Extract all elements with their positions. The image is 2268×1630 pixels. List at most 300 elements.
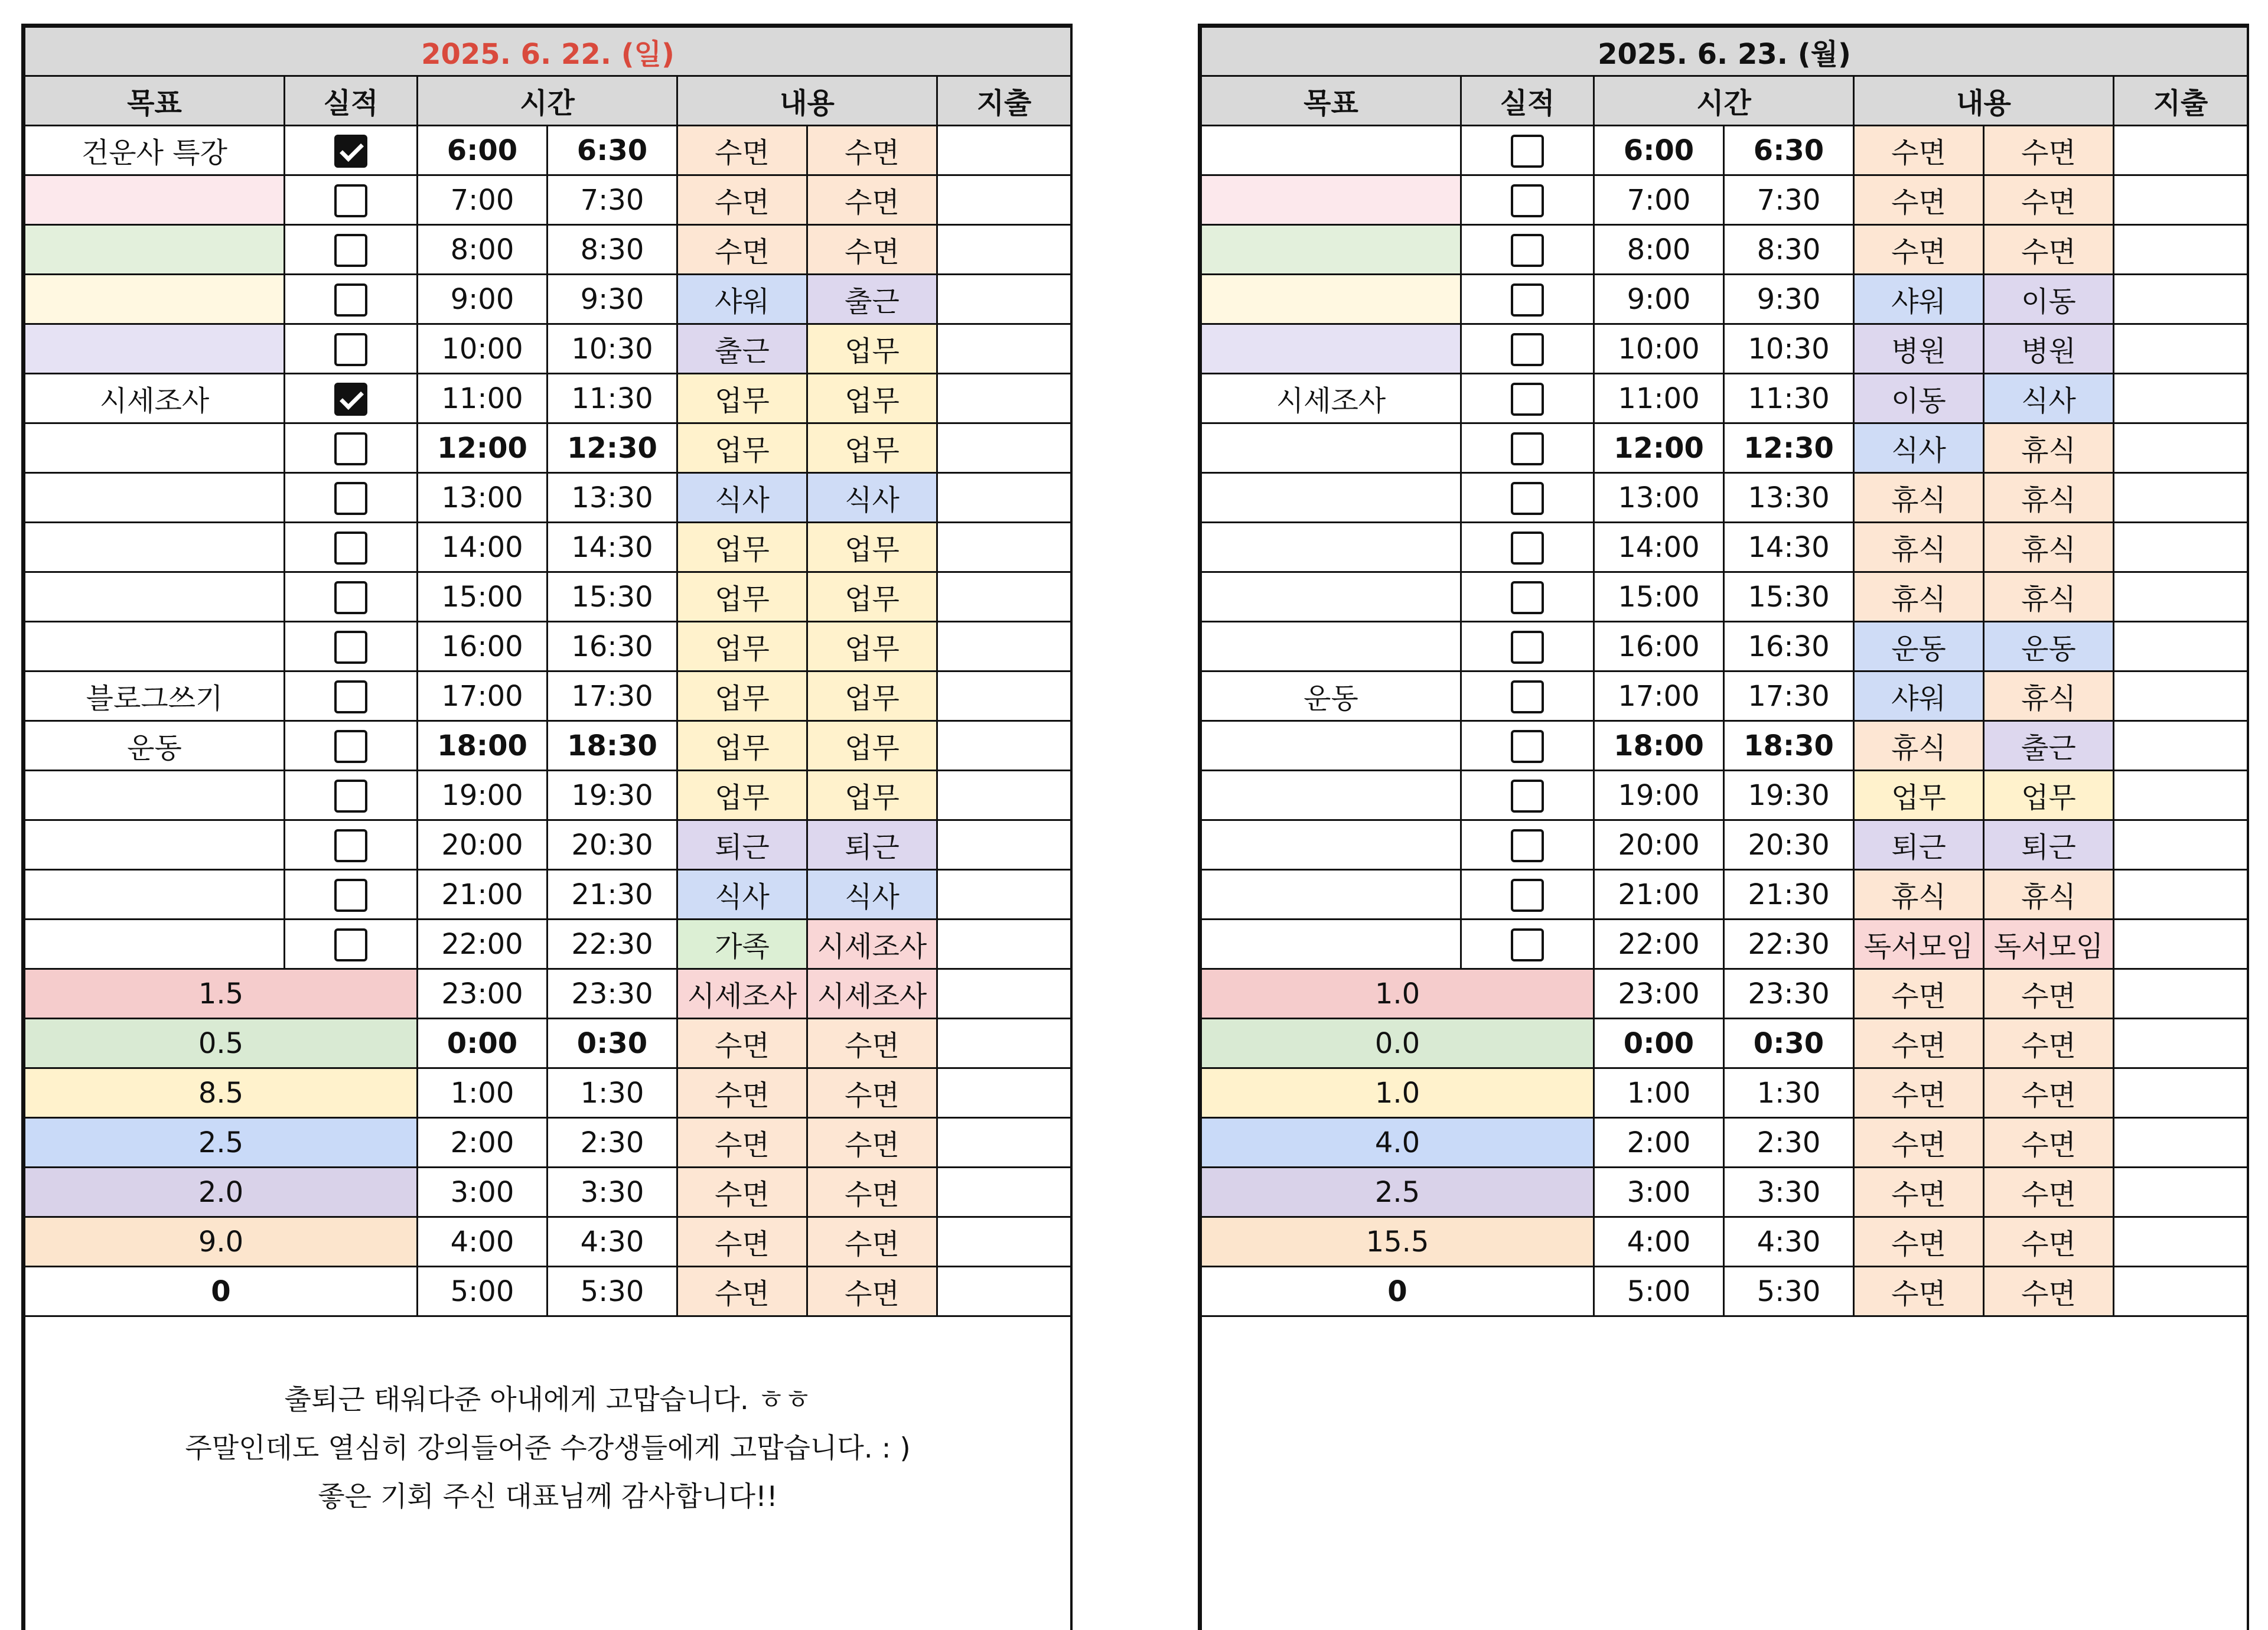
time-cell: 18:30	[1724, 721, 1854, 771]
goal-cell[interactable]: 운동	[25, 721, 285, 771]
unchecked-checkbox[interactable]	[1511, 234, 1544, 267]
unchecked-checkbox[interactable]	[334, 234, 367, 267]
activity-cell[interactable]: 시세조사	[807, 969, 937, 1019]
schedule-row	[1201, 175, 2248, 225]
activity-cell[interactable]: 수면	[1984, 1019, 2114, 1068]
activity-cell[interactable]: 수면	[1984, 1118, 2114, 1168]
goal-cell[interactable]	[25, 523, 285, 572]
content-header: 내용	[1854, 76, 2114, 126]
achievement-cell	[285, 870, 418, 920]
activity-cell[interactable]: 업무	[807, 423, 937, 473]
activity-cell[interactable]: 업무	[807, 721, 937, 771]
activity-cell[interactable]: 수면	[807, 1118, 937, 1168]
activity-cell[interactable]: 휴식	[1984, 870, 2114, 920]
goal-cell[interactable]: 시세조사	[1201, 374, 1461, 423]
goal-cell[interactable]	[25, 572, 285, 622]
activity-cell[interactable]: 출근	[807, 275, 937, 324]
time-cell: 0:00	[1594, 1019, 1724, 1068]
goal-cell[interactable]	[25, 622, 285, 671]
unchecked-checkbox[interactable]	[334, 928, 367, 961]
time-cell: 14:00	[1594, 523, 1724, 572]
activity-cell[interactable]: 휴식	[1854, 721, 1984, 771]
expense-cell[interactable]	[937, 572, 1071, 622]
time-cell: 12:00	[418, 423, 548, 473]
activity-cell[interactable]: 수면	[1854, 1267, 1984, 1316]
expense-cell[interactable]	[2114, 523, 2248, 572]
goal-cell[interactable]	[1201, 920, 1461, 969]
activity-cell[interactable]: 수면	[677, 1217, 807, 1267]
time-cell: 15:30	[1724, 572, 1854, 622]
schedule-row	[1201, 275, 2248, 324]
achievement-cell	[285, 820, 418, 870]
activity-cell[interactable]: 운동	[1984, 622, 2114, 671]
time-cell: 19:30	[548, 771, 677, 820]
goal-cell[interactable]	[1201, 473, 1461, 523]
activity-cell[interactable]: 수면	[1854, 1019, 1984, 1068]
goal-cell[interactable]	[1201, 572, 1461, 622]
goal-cell[interactable]	[1201, 275, 1461, 324]
category-total-cell: 1.0	[1201, 1068, 1594, 1118]
activity-cell[interactable]: 수면	[1984, 175, 2114, 225]
time-cell: 7:30	[1724, 175, 1854, 225]
expense-cell[interactable]	[937, 1217, 1071, 1267]
activity-cell[interactable]: 휴식	[1984, 572, 2114, 622]
expense-cell[interactable]	[937, 721, 1071, 771]
goal-cell[interactable]	[1201, 324, 1461, 374]
summary-row	[1201, 1168, 2248, 1217]
activity-cell[interactable]: 수면	[807, 1267, 937, 1316]
time-cell: 1:30	[548, 1068, 677, 1118]
expense-cell[interactable]	[937, 969, 1071, 1019]
expense-cell[interactable]	[937, 225, 1071, 275]
activity-cell[interactable]: 출근	[677, 324, 807, 374]
unchecked-checkbox[interactable]	[1511, 383, 1544, 416]
time-cell: 11:30	[548, 374, 677, 423]
activity-cell[interactable]: 이동	[1984, 275, 2114, 324]
expense-cell[interactable]	[2114, 324, 2248, 374]
activity-cell[interactable]: 가족	[677, 920, 807, 969]
time-cell: 10:00	[418, 324, 548, 374]
activity-cell[interactable]: 수면	[677, 126, 807, 175]
activity-cell[interactable]: 업무	[677, 374, 807, 423]
expense-cell[interactable]	[2114, 671, 2248, 721]
planner-day-left	[21, 24, 1073, 1630]
activity-cell[interactable]: 업무	[677, 671, 807, 721]
unchecked-checkbox[interactable]	[1511, 829, 1544, 862]
schedule-row	[1201, 324, 2248, 374]
category-total-cell: 0.5	[25, 1019, 418, 1068]
goal-cell[interactable]	[1201, 225, 1461, 275]
unchecked-checkbox[interactable]	[334, 333, 367, 366]
goal-header: 목표	[1201, 76, 1461, 126]
unchecked-checkbox[interactable]	[1511, 581, 1544, 614]
expense-cell[interactable]	[2114, 572, 2248, 622]
activity-cell[interactable]: 수면	[1854, 969, 1984, 1019]
time-cell: 23:00	[418, 969, 548, 1019]
time-cell: 9:00	[1594, 275, 1724, 324]
activity-cell[interactable]: 수면	[1854, 1217, 1984, 1267]
activity-cell[interactable]: 운동	[1854, 622, 1984, 671]
goal-cell[interactable]	[1201, 721, 1461, 771]
activity-cell[interactable]: 샤워	[677, 275, 807, 324]
activity-cell[interactable]: 퇴근	[677, 820, 807, 870]
goal-cell[interactable]	[1201, 622, 1461, 671]
unchecked-checkbox[interactable]	[1511, 333, 1544, 366]
achievement-cell	[285, 175, 418, 225]
activity-cell[interactable]: 수면	[1984, 225, 2114, 275]
activity-cell[interactable]: 수면	[677, 175, 807, 225]
expense-cell[interactable]	[937, 1068, 1071, 1118]
expense-cell[interactable]	[937, 374, 1071, 423]
expense-cell[interactable]	[937, 771, 1071, 820]
goal-cell[interactable]	[25, 820, 285, 870]
unchecked-checkbox[interactable]	[1511, 482, 1544, 515]
activity-cell[interactable]: 수면	[807, 1019, 937, 1068]
time-cell: 9:30	[548, 275, 677, 324]
unchecked-checkbox[interactable]	[1511, 532, 1544, 565]
goal-cell[interactable]	[1201, 870, 1461, 920]
activity-cell[interactable]: 휴식	[1854, 870, 1984, 920]
activity-cell[interactable]: 수면	[677, 1068, 807, 1118]
expense-cell[interactable]	[2114, 1019, 2248, 1068]
checked-checkbox[interactable]	[334, 383, 367, 416]
goal-cell[interactable]	[25, 870, 285, 920]
expense-cell[interactable]	[937, 473, 1071, 523]
unchecked-checkbox[interactable]	[1511, 631, 1544, 664]
activity-cell[interactable]: 수면	[1984, 1168, 2114, 1217]
activity-cell[interactable]: 휴식	[1984, 523, 2114, 572]
activity-cell[interactable]: 병원	[1854, 324, 1984, 374]
note-line: 주말인데도 열심히 강의들어준 수강생들에게 고맙습니다. : )	[25, 1424, 1070, 1473]
activity-cell[interactable]: 식사	[677, 473, 807, 523]
activity-cell[interactable]: 수면	[807, 175, 937, 225]
unchecked-checkbox[interactable]	[1511, 283, 1544, 317]
unchecked-checkbox[interactable]	[1511, 730, 1544, 763]
expense-cell[interactable]	[937, 175, 1071, 225]
unchecked-checkbox[interactable]	[1511, 780, 1544, 813]
time-cell: 2:00	[418, 1118, 548, 1168]
expense-cell[interactable]	[2114, 1217, 2248, 1267]
activity-cell[interactable]: 병원	[1984, 324, 2114, 374]
time-cell: 14:30	[548, 523, 677, 572]
category-total-cell: 2.5	[25, 1118, 418, 1168]
activity-cell[interactable]: 업무	[807, 671, 937, 721]
unchecked-checkbox[interactable]	[334, 581, 367, 614]
achievement-cell	[285, 523, 418, 572]
achievement-cell	[1461, 671, 1594, 721]
activity-cell[interactable]: 수면	[677, 1168, 807, 1217]
activity-cell[interactable]: 퇴근	[1984, 820, 2114, 870]
time-cell: 4:30	[1724, 1217, 1854, 1267]
time-cell: 15:30	[548, 572, 677, 622]
summary-row	[25, 1168, 1071, 1217]
goal-cell[interactable]: 운동	[1201, 671, 1461, 721]
activity-cell[interactable]: 수면	[677, 1267, 807, 1316]
expense-cell[interactable]	[937, 1118, 1071, 1168]
notes-area	[25, 1316, 1071, 1630]
time-cell: 17:30	[1724, 671, 1854, 721]
time-cell: 3:00	[418, 1168, 548, 1217]
activity-cell[interactable]: 업무	[677, 523, 807, 572]
unchecked-checkbox[interactable]	[334, 879, 367, 912]
summary-row	[1201, 1118, 2248, 1168]
schedule-row	[25, 820, 1071, 870]
activity-cell[interactable]: 휴식	[1984, 473, 2114, 523]
time-cell: 12:00	[1594, 423, 1724, 473]
activity-cell[interactable]: 수면	[1984, 126, 2114, 175]
expense-cell[interactable]	[937, 820, 1071, 870]
unchecked-checkbox[interactable]	[334, 482, 367, 515]
activity-cell[interactable]: 업무	[807, 374, 937, 423]
time-cell: 4:00	[1594, 1217, 1724, 1267]
achievement-cell	[285, 622, 418, 671]
expense-cell[interactable]	[937, 126, 1071, 175]
activity-cell[interactable]: 업무	[677, 721, 807, 771]
expense-cell[interactable]	[2114, 870, 2248, 920]
time-cell: 18:00	[418, 721, 548, 771]
achievement-cell	[1461, 324, 1594, 374]
unchecked-checkbox[interactable]	[334, 184, 367, 217]
unchecked-checkbox[interactable]	[334, 730, 367, 763]
expense-cell[interactable]	[2114, 1267, 2248, 1316]
activity-cell[interactable]: 수면	[1984, 1217, 2114, 1267]
activity-cell[interactable]: 업무	[677, 771, 807, 820]
summary-row	[25, 969, 1071, 1019]
expense-cell[interactable]	[2114, 423, 2248, 473]
time-cell: 10:30	[548, 324, 677, 374]
expense-cell[interactable]	[937, 423, 1071, 473]
checked-checkbox[interactable]	[334, 135, 367, 168]
time-cell: 20:00	[418, 820, 548, 870]
expense-cell[interactable]	[2114, 374, 2248, 423]
activity-cell[interactable]: 휴식	[1984, 423, 2114, 473]
goal-cell[interactable]	[1201, 820, 1461, 870]
expense-cell[interactable]	[937, 324, 1071, 374]
time-cell: 12:30	[1724, 423, 1854, 473]
activity-cell[interactable]: 업무	[677, 572, 807, 622]
expense-cell[interactable]	[937, 671, 1071, 721]
summary-row	[1201, 1217, 2248, 1267]
expense-cell[interactable]	[2114, 622, 2248, 671]
activity-cell[interactable]: 업무	[807, 324, 937, 374]
achievement-cell	[1461, 374, 1594, 423]
expense-cell[interactable]	[2114, 1118, 2248, 1168]
time-cell: 8:00	[1594, 225, 1724, 275]
activity-cell[interactable]: 수면	[1854, 1118, 1984, 1168]
activity-cell[interactable]: 수면	[677, 1118, 807, 1168]
achievement-cell	[285, 374, 418, 423]
time-cell: 12:30	[548, 423, 677, 473]
activity-cell[interactable]: 수면	[807, 1068, 937, 1118]
activity-cell[interactable]: 퇴근	[807, 820, 937, 870]
summary-row	[1201, 1068, 2248, 1118]
category-total-cell: 2.0	[25, 1168, 418, 1217]
unchecked-checkbox[interactable]	[1511, 879, 1544, 912]
achievement-cell	[1461, 721, 1594, 771]
goal-cell[interactable]	[25, 920, 285, 969]
unchecked-checkbox[interactable]	[334, 283, 367, 317]
time-cell: 21:30	[548, 870, 677, 920]
time-cell: 18:00	[1594, 721, 1724, 771]
expense-cell[interactable]	[2114, 820, 2248, 870]
unchecked-checkbox[interactable]	[1511, 432, 1544, 465]
expense-cell[interactable]	[937, 870, 1071, 920]
activity-cell[interactable]: 식사	[677, 870, 807, 920]
activity-cell[interactable]: 샤워	[1854, 275, 1984, 324]
activity-cell[interactable]: 수면	[1854, 1068, 1984, 1118]
activity-cell[interactable]: 시세조사	[677, 969, 807, 1019]
activity-cell[interactable]: 업무	[807, 572, 937, 622]
achievement-cell	[1461, 275, 1594, 324]
goal-cell[interactable]	[1201, 423, 1461, 473]
activity-cell[interactable]: 출근	[1984, 721, 2114, 771]
goal-cell[interactable]: 블로그쓰기	[25, 671, 285, 721]
time-cell: 2:00	[1594, 1118, 1724, 1168]
activity-cell[interactable]: 식사	[1984, 374, 2114, 423]
goal-cell[interactable]	[1201, 175, 1461, 225]
time-cell: 11:00	[1594, 374, 1724, 423]
summary-row	[1201, 1019, 2248, 1068]
activity-cell[interactable]: 수면	[807, 1217, 937, 1267]
time-cell: 8:00	[418, 225, 548, 275]
unchecked-checkbox[interactable]	[334, 432, 367, 465]
expense-cell[interactable]	[2114, 473, 2248, 523]
category-total-cell: 9.0	[25, 1217, 418, 1267]
time-cell: 19:00	[1594, 771, 1724, 820]
unchecked-checkbox[interactable]	[1511, 928, 1544, 961]
activity-cell[interactable]: 수면	[1854, 225, 1984, 275]
achievement-cell	[1461, 622, 1594, 671]
achievement-header: 실적	[285, 76, 418, 126]
activity-cell[interactable]: 수면	[807, 1168, 937, 1217]
activity-cell[interactable]: 수면	[807, 225, 937, 275]
expense-cell[interactable]	[2114, 771, 2248, 820]
activity-cell[interactable]: 업무	[807, 771, 937, 820]
summary-row	[1201, 1267, 2248, 1316]
expense-cell[interactable]	[937, 920, 1071, 969]
activity-cell[interactable]: 휴식	[1984, 671, 2114, 721]
goal-cell[interactable]: 건운사 특강	[25, 126, 285, 175]
activity-cell[interactable]: 식사	[1854, 423, 1984, 473]
unchecked-checkbox[interactable]	[1511, 135, 1544, 168]
achievement-cell	[285, 920, 418, 969]
activity-cell[interactable]: 업무	[1984, 771, 2114, 820]
goal-cell[interactable]	[1201, 523, 1461, 572]
expense-cell[interactable]	[2114, 1068, 2248, 1118]
activity-cell[interactable]: 업무	[807, 523, 937, 572]
date-header: 2025. 6. 22. (일)	[25, 27, 1071, 76]
expense-cell[interactable]	[2114, 1168, 2248, 1217]
activity-cell[interactable]: 독서모임	[1854, 920, 1984, 969]
goal-cell[interactable]	[25, 473, 285, 523]
activity-cell[interactable]: 식사	[807, 870, 937, 920]
goal-cell[interactable]	[1201, 771, 1461, 820]
expense-cell[interactable]	[937, 1019, 1071, 1068]
schedule-row	[25, 870, 1071, 920]
goal-cell[interactable]: 시세조사	[25, 374, 285, 423]
activity-cell[interactable]: 수면	[1854, 126, 1984, 175]
expense-cell[interactable]	[2114, 275, 2248, 324]
unchecked-checkbox[interactable]	[1511, 184, 1544, 217]
activity-cell[interactable]: 독서모임	[1984, 920, 2114, 969]
goal-cell[interactable]	[25, 175, 285, 225]
activity-cell[interactable]: 퇴근	[1854, 820, 1984, 870]
time-cell: 19:00	[418, 771, 548, 820]
expense-cell[interactable]	[937, 523, 1071, 572]
expense-cell[interactable]	[2114, 969, 2248, 1019]
time-cell: 22:00	[418, 920, 548, 969]
activity-cell[interactable]: 수면	[1854, 1168, 1984, 1217]
activity-cell[interactable]: 업무	[677, 423, 807, 473]
time-cell: 0:00	[418, 1019, 548, 1068]
unchecked-checkbox[interactable]	[1511, 680, 1544, 713]
goal-cell[interactable]	[25, 771, 285, 820]
expense-cell[interactable]	[937, 622, 1071, 671]
expense-cell[interactable]	[937, 275, 1071, 324]
expense-cell[interactable]	[2114, 126, 2248, 175]
time-cell: 3:00	[1594, 1168, 1724, 1217]
activity-cell[interactable]: 휴식	[1854, 572, 1984, 622]
activity-cell[interactable]: 수면	[677, 225, 807, 275]
expense-cell[interactable]	[937, 1168, 1071, 1217]
goal-cell[interactable]	[25, 423, 285, 473]
activity-cell[interactable]: 수면	[807, 126, 937, 175]
expense-cell[interactable]	[2114, 721, 2248, 771]
unchecked-checkbox[interactable]	[334, 680, 367, 713]
achievement-cell	[285, 721, 418, 771]
activity-cell[interactable]: 업무	[807, 622, 937, 671]
achievement-cell	[1461, 920, 1594, 969]
time-cell: 7:00	[418, 175, 548, 225]
activity-cell[interactable]: 휴식	[1854, 473, 1984, 523]
goal-cell[interactable]	[25, 324, 285, 374]
unchecked-checkbox[interactable]	[334, 532, 367, 565]
time-cell: 15:00	[1594, 572, 1724, 622]
activity-cell[interactable]: 수면	[1854, 175, 1984, 225]
achievement-cell	[285, 225, 418, 275]
time-cell: 21:00	[1594, 870, 1724, 920]
time-header: 시간	[418, 76, 677, 126]
expense-cell[interactable]	[2114, 225, 2248, 275]
goal-cell[interactable]	[25, 225, 285, 275]
activity-cell[interactable]: 수면	[677, 1019, 807, 1068]
schedule-row	[25, 175, 1071, 225]
activity-cell[interactable]: 휴식	[1854, 523, 1984, 572]
time-cell: 22:30	[548, 920, 677, 969]
schedule-row	[1201, 523, 2248, 572]
activity-cell[interactable]: 이동	[1854, 374, 1984, 423]
expense-cell[interactable]	[2114, 175, 2248, 225]
unchecked-checkbox[interactable]	[334, 631, 367, 664]
activity-cell[interactable]: 수면	[1984, 969, 2114, 1019]
goal-cell[interactable]	[1201, 126, 1461, 175]
activity-cell[interactable]: 업무	[1854, 771, 1984, 820]
expense-cell[interactable]	[2114, 920, 2248, 969]
schedule-row	[1201, 671, 2248, 721]
time-cell: 20:30	[548, 820, 677, 870]
activity-cell[interactable]: 식사	[807, 473, 937, 523]
activity-cell[interactable]: 수면	[1984, 1068, 2114, 1118]
expense-cell[interactable]	[937, 1267, 1071, 1316]
goal-cell[interactable]	[25, 275, 285, 324]
achievement-cell	[285, 473, 418, 523]
activity-cell[interactable]: 샤워	[1854, 671, 1984, 721]
activity-cell[interactable]: 업무	[677, 622, 807, 671]
activity-cell[interactable]: 시세조사	[807, 920, 937, 969]
unchecked-checkbox[interactable]	[334, 780, 367, 813]
activity-cell[interactable]: 수면	[1984, 1267, 2114, 1316]
unchecked-checkbox[interactable]	[334, 829, 367, 862]
